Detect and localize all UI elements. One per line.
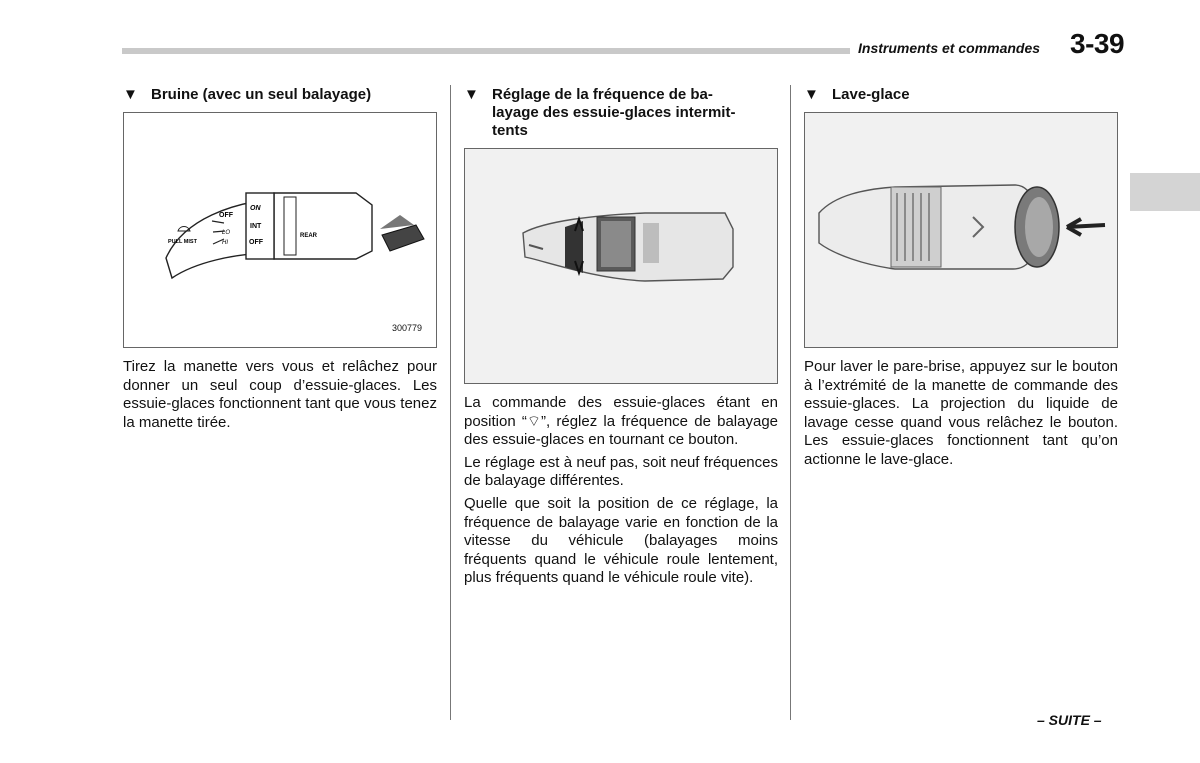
label-pull-mist: PULL MIST: [168, 239, 197, 245]
washer-illustration: [805, 113, 1117, 347]
paragraph: Pour laver le pare-brise, appuyez sur le bouton à l’extrémité de la manette de commande des essuie-glaces. La projection du liquide de lavage cesse quand vous relâchez le bouton. Les essuie-glaces fonctionnent tant qu’on actionne le lave-glace.: [804, 358, 1118, 468]
triangle-bullet-icon: ▼: [804, 86, 819, 103]
washer-button-photo: [804, 112, 1118, 348]
heading-line: layage des essuie-glaces intermit-: [492, 104, 736, 121]
chapter-thumb-tab: [1130, 173, 1200, 211]
section-title: Instruments et commandes: [858, 40, 1041, 56]
paragraph: La commande des essuie-glaces étant en position “⌔”, réglez la fréquence de balayage des essuie-glaces en tournant ce bouton.: [464, 394, 778, 449]
label-lo: LO: [222, 230, 231, 236]
label-hi: HI: [222, 240, 228, 246]
section-heading: [464, 86, 778, 140]
paragraph: Quelle que soit la position de ce réglage, la fréquence de balayage varie en fonction de la vitesse du véhicule (balayages moins fréquents quand le véhicule roule lentement, plus fréquents quand le véhicule roule vite).: [464, 494, 778, 587]
heading-line: Réglage de la fréquence de ba-: [492, 86, 713, 103]
heading-line: tents: [492, 122, 528, 139]
wiper-stalk-diagram: [123, 112, 437, 348]
continued-label: – SUITE –: [1037, 712, 1102, 728]
label-rear: REAR: [300, 233, 318, 239]
label-off: OFF: [219, 212, 233, 219]
label-off-rear: OFF: [249, 239, 263, 246]
heading-text: [492, 86, 778, 140]
page-number: 3-39: [1070, 28, 1125, 59]
column-lave-glace: [804, 86, 1118, 474]
column-divider: [450, 85, 451, 720]
body-text: [123, 358, 437, 432]
paragraph: Le réglage est à neuf pas, soit neuf fréquences de balayage différentes.: [464, 453, 778, 490]
section-heading: [804, 86, 1118, 104]
body-text: [804, 358, 1118, 470]
wiper-lever-drawing: [124, 113, 436, 347]
heading-text: Bruine (avec un seul balayage): [151, 86, 372, 103]
header-rule: [122, 48, 850, 54]
triangle-bullet-icon: ▼: [464, 86, 479, 103]
column-divider: [790, 85, 791, 720]
column-bruine: [123, 86, 437, 436]
heading-text: Lave-glace: [832, 86, 910, 103]
label-int: INT: [250, 223, 262, 230]
figure-code: 300779: [391, 323, 422, 333]
label-on: ON: [250, 205, 261, 212]
body-text: [464, 394, 778, 588]
column-frequence: [464, 86, 778, 592]
intermittent-knob-photo: [464, 148, 778, 384]
section-heading: [123, 86, 437, 104]
paragraph: Tirez la manette vers vous et relâchez pour donner un seul coup d’essuie-glaces. Les essuie-glaces fonctionnent tant que vous tenez la manette tirée.: [123, 358, 437, 431]
triangle-bullet-icon: ▼: [123, 86, 138, 103]
knob-illustration: [465, 149, 777, 383]
